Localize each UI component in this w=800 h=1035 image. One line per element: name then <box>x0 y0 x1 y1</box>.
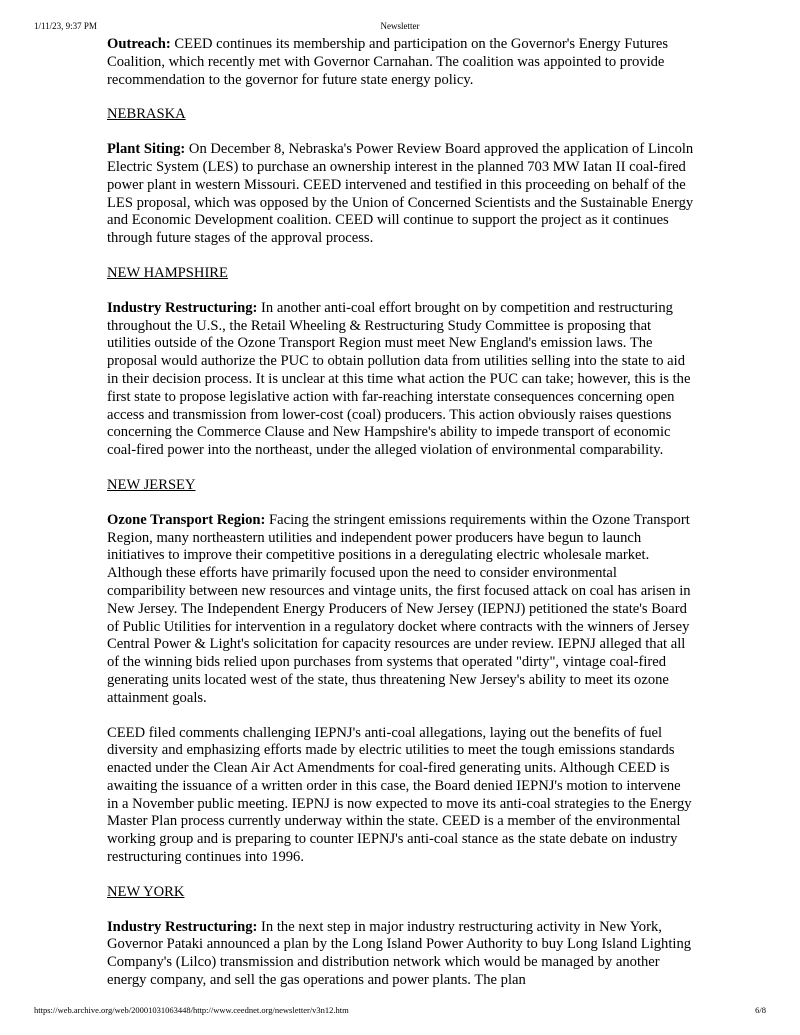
nebraska-label: Plant Siting: <box>107 141 186 158</box>
new-york-paragraph <box>107 919 695 990</box>
print-title: Newsletter <box>380 21 420 31</box>
new-jersey-paragraph-2: CEED filed comments challenging IEPNJ's anti-coal allegations, laying out the benefits of fuel diversity and emphasizing efforts made by electric utilities to meet the tough emissions standards enacted under the Clean Air Act Amendments for coal-fired generating units. Although CEED is awaiting the issuance of a written order in this case, the Board denied IEPNJ's motion to intervene in a November public meeting. IEPNJ is now expected to move its anti-coal strategies to the Energy Master Plan process currently underway within the state. CEED is a member of the environmental working group and is preparing to counter IEPNJ's anti-coal stance as the state debate on industry restructuring continues into 1996. <box>107 724 692 866</box>
print-footer <box>34 1004 766 1016</box>
outreach-label: Outreach: <box>107 36 171 52</box>
print-url: https://web.archive.org/web/20001031063448/http://www.ceednet.org/newsletter/v3n12.htm <box>34 1005 349 1015</box>
section-heading-new-hampshire: NEW HAMPSHIRE <box>107 264 228 281</box>
section-heading-new-york: NEW YORK <box>107 883 185 900</box>
new-york-text: In the next step in major industry restructuring activity in New York, Governor Pataki announced a plan by the Long Island Power Authority to buy Long Island Lighting Company's (Lilco) transmission and distribution network which would be managed by another energy company, and sell the gas operations and power plants. The plan <box>107 918 692 989</box>
section-heading-nebraska: NEBRASKA <box>107 106 186 123</box>
new-york-label: Industry Restructuring: <box>107 918 258 935</box>
outreach-paragraph <box>107 36 695 89</box>
newsletter-body <box>107 36 695 1007</box>
new-jersey-text: Facing the stringent emissions requirements within the Ozone Transport Region, many northeastern utilities and independent power producers have begun to launch initiatives to improve their competitive positions in a deregulating electric wholesale market. Although these efforts have primarily focused upon the need to consider environmental comparibility between new resources and vintage units, the first focused attack on coal has arisen in New Jersey. The Independent Energy Producers of New Jersey (IEPNJ) petitioned the state's Board of Public Utilities for intervention in a regulatory docket where contracts with the winners of Jersey Central Power & Light's solicitation for capacity resources are under review. IEPNJ alleged that all of the winning bids relied upon purchases from systems that operated "dirty", vintage coal-fired generating units located west of the state, thus threatening New Jersey's ability to meet its ozone attainment goals. <box>107 511 691 706</box>
print-page-number: 6/8 <box>755 1005 766 1015</box>
outreach-text: CEED continues its membership and participation on the Governor's Energy Futures Coalition, which recently met with Governor Carnahan. The coalition was appointed to provide recommendation to the governor for future state energy policy. <box>107 36 669 88</box>
new-hampshire-text: In another anti-coal effort brought on by competition and restructuring throughout the U.S., the Retail Wheeling & Restructuring Study Committee is proposing that utilities outside of the Ozone Transport Region must meet New England's emission laws. The proposal would authorize the PUC to obtain pollution data from utilities selling into the state to aid in their decision process. It is unclear at this time what action the PUC can take; however, this is the first state to propose legislative action with far-reaching interstate consequences concerning open access and transmission from lower-cost (coal) producers. This action obviously raises questions concerning the Commerce Clause and New Hampshire's ability to impede transport of economic coal-fired power into the northeast, under the alleged violation of environmental comparability. <box>107 299 691 459</box>
new-hampshire-label: Industry Restructuring: <box>107 299 258 316</box>
section-heading-new-jersey: NEW JERSEY <box>107 476 196 493</box>
new-jersey-label: Ozone Transport Region: <box>107 511 266 528</box>
new-hampshire-paragraph <box>107 300 695 460</box>
print-header <box>34 20 766 32</box>
new-jersey-paragraph <box>107 512 695 708</box>
nebraska-text: On December 8, Nebraska's Power Review Board approved the application of Lincoln Electric System (LES) to purchase an ownership interest in the planned 703 MW Iatan II coal-fired power plant in western Missouri. CEED intervened and testified in this proceeding on behalf of the LES proposal, which was opposed by the Union of Concerned Scientists and the Sustainable Energy and Economic Development coalition. CEED will continue to support the project as it continues through future stages of the approval process. <box>107 141 694 247</box>
print-datetime: 1/11/23, 9:37 PM <box>34 21 97 31</box>
nebraska-paragraph <box>107 141 695 248</box>
